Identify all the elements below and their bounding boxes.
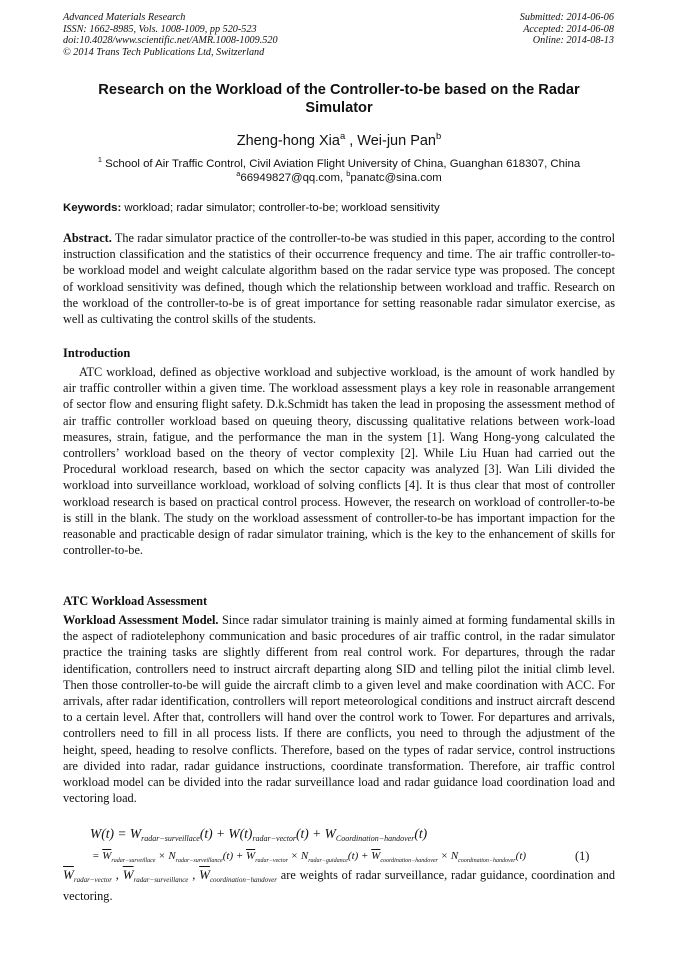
online-date: Online: 2014-08-13 <box>532 35 614 47</box>
email-b-sup: b <box>346 169 351 179</box>
keywords-text: workload; radar simulator; controller-to-be; workload sensitivity <box>121 202 440 214</box>
doi-line: doi:10.4028/www.scientific.net/AMR.1008-1009.520 <box>63 35 278 47</box>
equation-line-2: = $\overline{W}_{radar-surveillace} \times N_{radar-surveillance}(t) + \overline{W}_{radar-vector} \times N_{radar-guidance}(t) + \overline{W}_{coordination-handover} \times N_{coordination-handover}(t)$ <box>92 850 527 864</box>
affiliation-sup: 1 <box>97 155 102 165</box>
dates-header <box>520 12 614 47</box>
journal-header <box>63 12 278 58</box>
abstract-text: The radar simulator practice of the controller-to-be was studied in this paper, according to the control instruction classification and the statistics of their occurrence frequency and time. The air traffic controller-to-be workload model and weight calculate algorithm based on the radar service type was proposed. The concept of workload sensitivity was defined, though which the relationship between workload and traffic. Research on the workload of the controller-to-be is of great importance for setting reasonable radar simulator exercise, as well as cultivating the control skills of the students. <box>63 231 615 327</box>
weight-surveillance-symbol: $\overline{W}_{radar-surveillance}$ <box>122 867 189 884</box>
author-1-sup: a <box>339 130 346 142</box>
author-list <box>63 130 615 150</box>
author-1: Zheng-hong Xia <box>236 133 340 149</box>
affiliation <box>63 157 615 185</box>
copyright-line: © 2014 Trans Tech Publications Ltd, Switzerland <box>63 46 265 58</box>
introduction-heading: Introduction <box>63 346 131 360</box>
weights-text: are weights of radar surveillance, radar guidance, coordination and vectoring. <box>63 868 616 904</box>
keywords <box>63 201 615 215</box>
author-2-sup: b <box>436 130 442 142</box>
journal-name: Advanced Materials Research <box>63 12 186 23</box>
paper-title <box>63 81 615 117</box>
model-text: Since radar simulator training is mainly aimed at forming fundamental skills in the aspect of radiotelephony communication and basic procedures of air traffic control, in the radar simulator practice the training tasks are slightly different from real control work. For departures, through the radar identification, controllers need to instruct aircraft departing along SID and telling pilot the initial climb level. Then those controller-to-be will guide the aircraft climb to a given level and make coordination with ACC. For arrivals, after radar identification, controllers will report meteorological conditions and instruct aircraft descend to a certain level. After that, controllers will hand over the control work to Tower. For departures and arrivals, controllers need to fill in all process lists. If there are conflicts, you need to through the adjustment of the height, speed, heading to resolve conflicts. Therefore, based on the types of radar service, control instructions are divided into radar, radar guidance instructions, coordinate transformation. Therefore, air traffic control workload model can be divided into the radar surveillance load and radar guidance load coordination load and vectoring load. <box>63 613 615 806</box>
author-2: Wei-jun Pan <box>357 133 436 149</box>
email-a[interactable]: 66949827@qq.com, <box>240 172 347 184</box>
abstract <box>63 230 615 327</box>
submitted-date: Submitted: 2014-06-06 <box>519 12 614 23</box>
accepted-date: Accepted: 2014-06-08 <box>523 23 614 35</box>
email-a-sup: a <box>236 169 241 179</box>
atc-section-heading: ATC Workload Assessment <box>63 594 208 608</box>
weight-coordination-symbol: $\overline{W}_{coordination-handover}$ <box>199 867 278 884</box>
keywords-label: Keywords: <box>63 202 122 214</box>
email-b[interactable]: panatc@sina.com <box>350 172 442 184</box>
affiliation-text: School of Air Traffic Control, Civil Aviation Flight University of China, Guanghan 618307, China <box>101 158 581 170</box>
title-line-2: Simulator <box>305 100 373 116</box>
weights-description: $\overline{W}_{radar-vector}$ , $\overline{W}_{radar-surveillance}$ , $\overline{W}_{coordination-handover}$ are weights of radar surveillance, radar guidance, coordination and vectoring. <box>63 867 616 904</box>
abstract-label: Abstract. <box>63 231 112 245</box>
workload-model-paragraph <box>63 612 615 806</box>
equation-number: (1) <box>575 849 590 863</box>
equation-line-1: $W(t) = W_{radar-surveillace}(t) + W(t)_{radar-vector}(t) + W_{Coordination-handover}(t)$ <box>90 826 428 843</box>
weight-vector-symbol: $\overline{W}_{radar-vector}$ <box>63 867 113 884</box>
issn-line: ISSN: 1662-8985, Vols. 1008-1009, pp 520-523 <box>63 23 257 35</box>
introduction-body <box>63 364 615 558</box>
introduction-text: ATC workload, defined as objective workload and subjective workload, is the amount of work handled by air traffic controller within a given time. The workload assessment plays a key role in reasonable arrangement of sector flow and ensuring flight safety. D.k.Schmidt has taken the lead in proposing the assessment method of air traffic controller workload based on queuing theory, discussing qualitative relations between work-load measures, strain, fatigue, and the performance the man in the system [1]. Wang Hong-yong calculated the controllers’ workload based on the theory of vector complexity [2]. While Liu Huan had carried out the Procedural workload research, based on which the sector capacity was analyzed [3]. Wan Lili divided the workload into surveillance workload, workload of solving conflicts [4]. It is thus clear that most of controller workload research is based on practical control process. However, the research on workload of controller-to-be is still in the blank. The study on the workload assessment of controller-to-be has important impaction for the reasonable and practicable design of radar simulator training, which is the key to the enhancement of skills for controller-to-be. <box>63 365 615 558</box>
title-line-1: Research on the Workload of the Controller-to-be based on the Radar <box>98 82 580 98</box>
model-label: Workload Assessment Model. <box>63 613 219 627</box>
author-separator: , <box>345 133 358 149</box>
